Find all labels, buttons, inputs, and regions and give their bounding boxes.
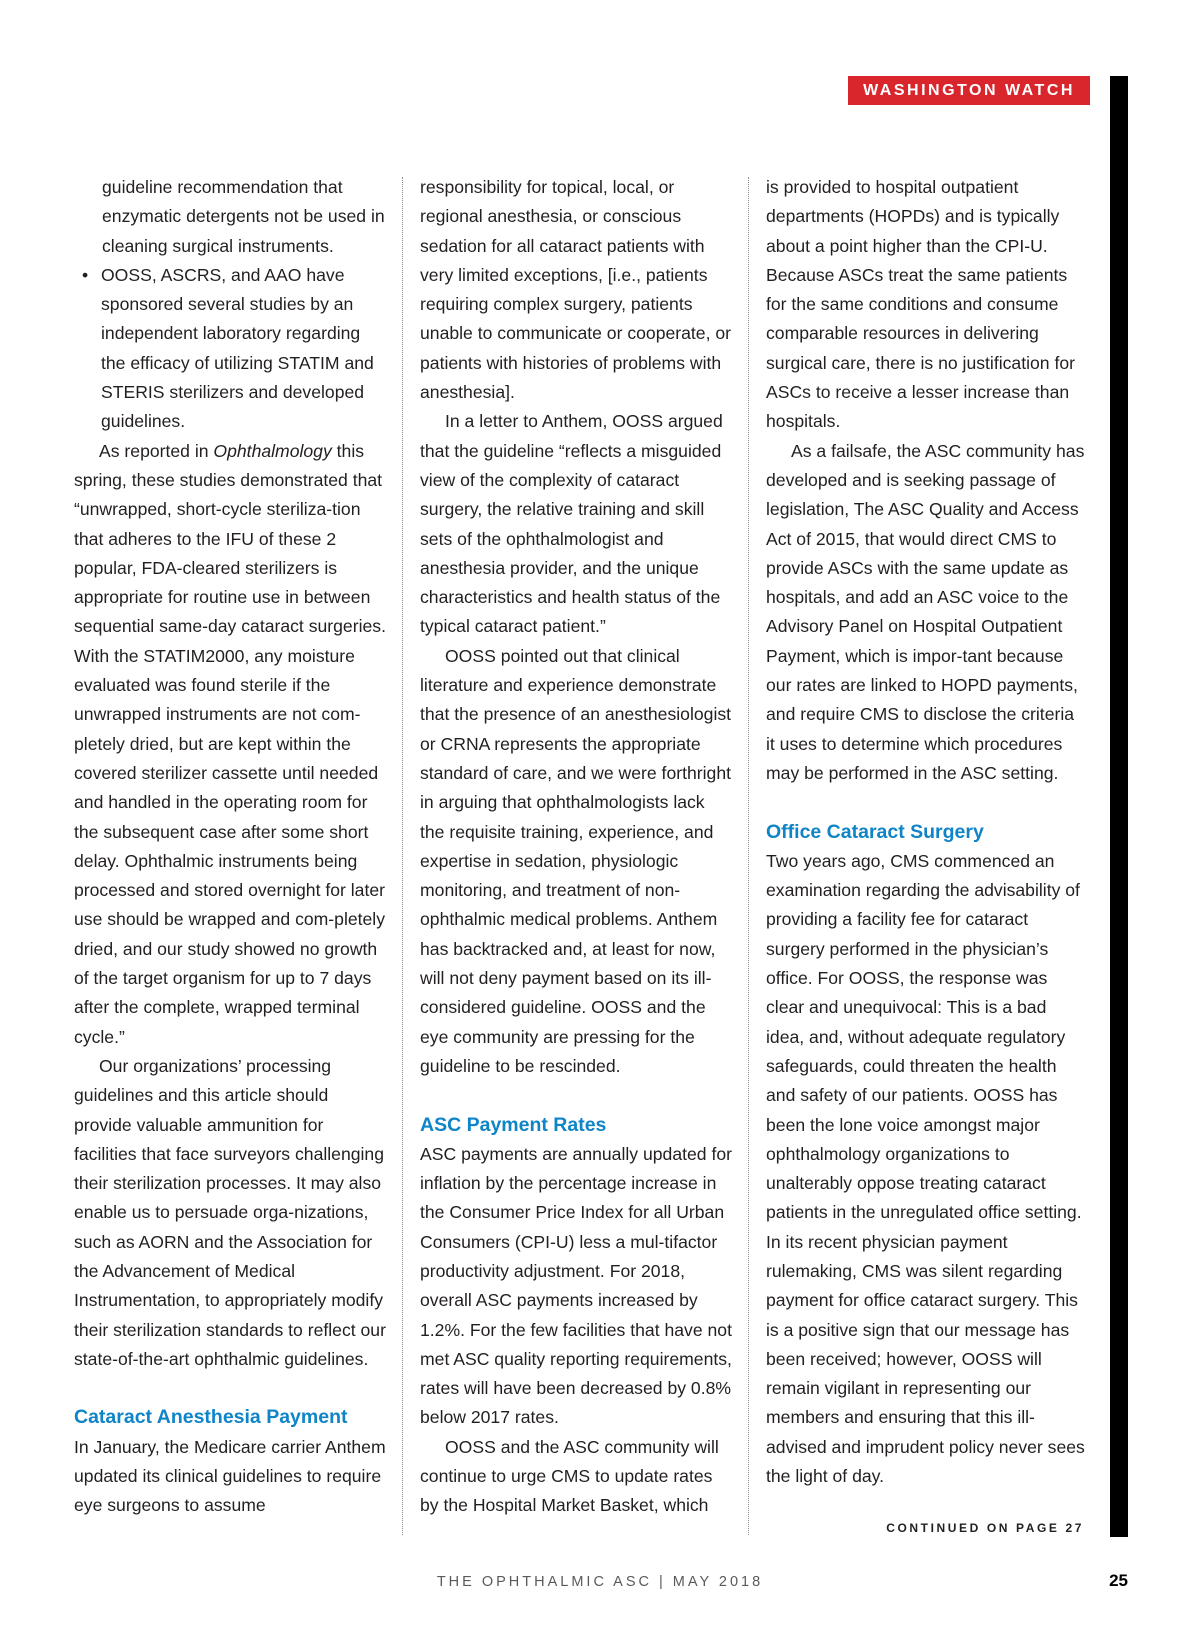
section-heading: ASC Payment Rates — [420, 1113, 607, 1136]
journal-title: Ophthalmology — [213, 440, 332, 461]
paragraph: Two years ago, CMS commenced an examination regarding the advisability of providing a facility fee for cataract surgery performed in the physician’s office. For OOSS, the response was clear and unequivocal: This is a bad idea, and, without adequate regulatory safeguards, could threaten the health and safety of our patients. OOSS has been the lone voice amongst major ophthalmology organizations to unalterably oppose treating cataract patients in the unregulated office setting. In its recent physician payment rulemaking, CMS was silent regarding payment for office cataract surgery. This is a positive sign that our message has been received; however, OOSS will remain vigilant in representing our members and ensuring that this ill-advised and imprudent policy never sees the light of day. — [766, 850, 1085, 1487]
article-column-2 — [420, 173, 732, 1521]
section-heading: Cataract Anesthesia Payment — [74, 1406, 348, 1429]
page-number: 25 — [1109, 1571, 1128, 1590]
paragraph: ASC payments are annually updated for inflation by the percentage increase in the Consumer Price Index for all Urban Consumers (CPI-U) less a mul-tifactor productivity adjustment. For 2018, overall ASC payments increased by 1.2%. For the few facilities that have not met ASC quality reporting requirements, rates will have been decreased by 0.8% below 2017 rates. — [420, 1143, 732, 1428]
article-column-1 — [74, 173, 389, 1521]
paragraph: OOSS and the ASC community will continue to urge CMS to update rates by the Hospital Market Basket, which — [420, 1436, 719, 1516]
bullet-marker: • — [82, 264, 89, 285]
bullet-item — [74, 261, 389, 437]
paragraph: As a failsafe, the ASC community has developed and is seeking passage of legislation, The ASC Quality and Access Act of 2015, that would direct CMS to provide ASCs with the same update as hospitals, and add an ASC voice to the Advisory Panel on Hospital Outpatient Payment, which is impor-tant because our rates are linked to HOPD payments, and require CMS to disclose the criteria it uses to determine which procedures may be performed in the ASC setting. — [766, 440, 1085, 783]
bullet-text: OOSS, ASCRS, and AAO have sponsored several studies by an independent laboratory regarding the efficacy of utilizing STATIM and STERIS sterilizers and developed guidelines. — [101, 264, 374, 432]
column-divider — [748, 177, 749, 1535]
column-divider — [402, 177, 403, 1535]
article-column-3 — [766, 173, 1086, 1491]
paragraph: Our organizations’ processing guidelines and this article should provide valuable ammunition for facilities that face surveyors challenging their sterilization processes. It may also enable us to persuade orga-nizations, such as AORN and the Association for the Advancement of Medical Instrumentation, to appropriately modify their sterilization standards to reflect our state-of-the-art ophthalmic guidelines. — [74, 1055, 386, 1369]
paragraph: is provided to hospital outpatient departments (HOPDs) and is typically about a point higher than the CPI-U. Because ASCs treat the same patients for the same conditions and consume comparable resources in delivering surgical care, there is no justification for ASCs to receive a lesser increase than hospitals. — [766, 177, 1076, 432]
page-footer: THE OPHTHALMIC ASC | MAY 2018 — [436, 1574, 764, 1590]
paragraph: As reported in Ophthalmology this spring, these studies demonstrated that “unwrapped, short-cycle steriliza-tion that adheres to the IFU of these 2 popular, FDA-cleared sterilizers is appropriate for routine use in between sequential same-day cataract surgeries. With the STATIM2000, any moisture evaluated was found sterile if the unwrapped instruments are not com-pletely dried, but are kept within the covered sterilizer cassette until needed and handled in the operating room for the subsequent case after some short delay. Ophthalmic instruments being processed and stored overnight for later use should be wrapped and com-pletely dried, and our study showed no growth of the target organism for up to 7 days after the complete, wrapped terminal cycle.” — [74, 440, 386, 1047]
paragraph: In a letter to Anthem, OOSS argued that the guideline “reflects a misguided view of the complexity of cataract surgery, the relative training and skill sets of the ophthalmologist and anesthesia provider, and the unique characteristics and health status of the typical cataract patient.” — [420, 411, 723, 637]
section-tag: WASHINGTON WATCH — [848, 76, 1090, 105]
paragraph: responsibility for topical, local, or regional anesthesia, or conscious sedation for all cataract patients with very limited exceptions, [i.e., patients requiring complex surgery, patients unable to communicate or cooperate, or patients with histories of problems with anesthesia]. — [420, 177, 732, 403]
side-edge-bar — [1110, 76, 1128, 1537]
paragraph: In January, the Medicare carrier Anthem updated its clinical guidelines to require eye surgeons to assume — [74, 1436, 386, 1516]
paragraph: OOSS pointed out that clinical literature and experience demonstrate that the presence of an anesthesiologist or CRNA represents the appropriate standard of care, and we were forthright in arguing that ophthalmologists lack the requisite training, experience, and expertise in sedation, physiologic monitoring, and treatment of non-ophthalmic medical problems. Anthem has backtracked and, at least for now, will not deny payment based on its ill-considered guideline. OOSS and the eye community are pressing for the guideline to be rescinded. — [420, 645, 732, 1076]
bullet-continuation: guideline recommendation that enzymatic detergents not be used in cleaning surgical instruments. — [102, 177, 385, 256]
section-heading: Office Cataract Surgery — [766, 820, 984, 843]
continued-on-page: CONTINUED ON PAGE 27 — [886, 1521, 1084, 1535]
